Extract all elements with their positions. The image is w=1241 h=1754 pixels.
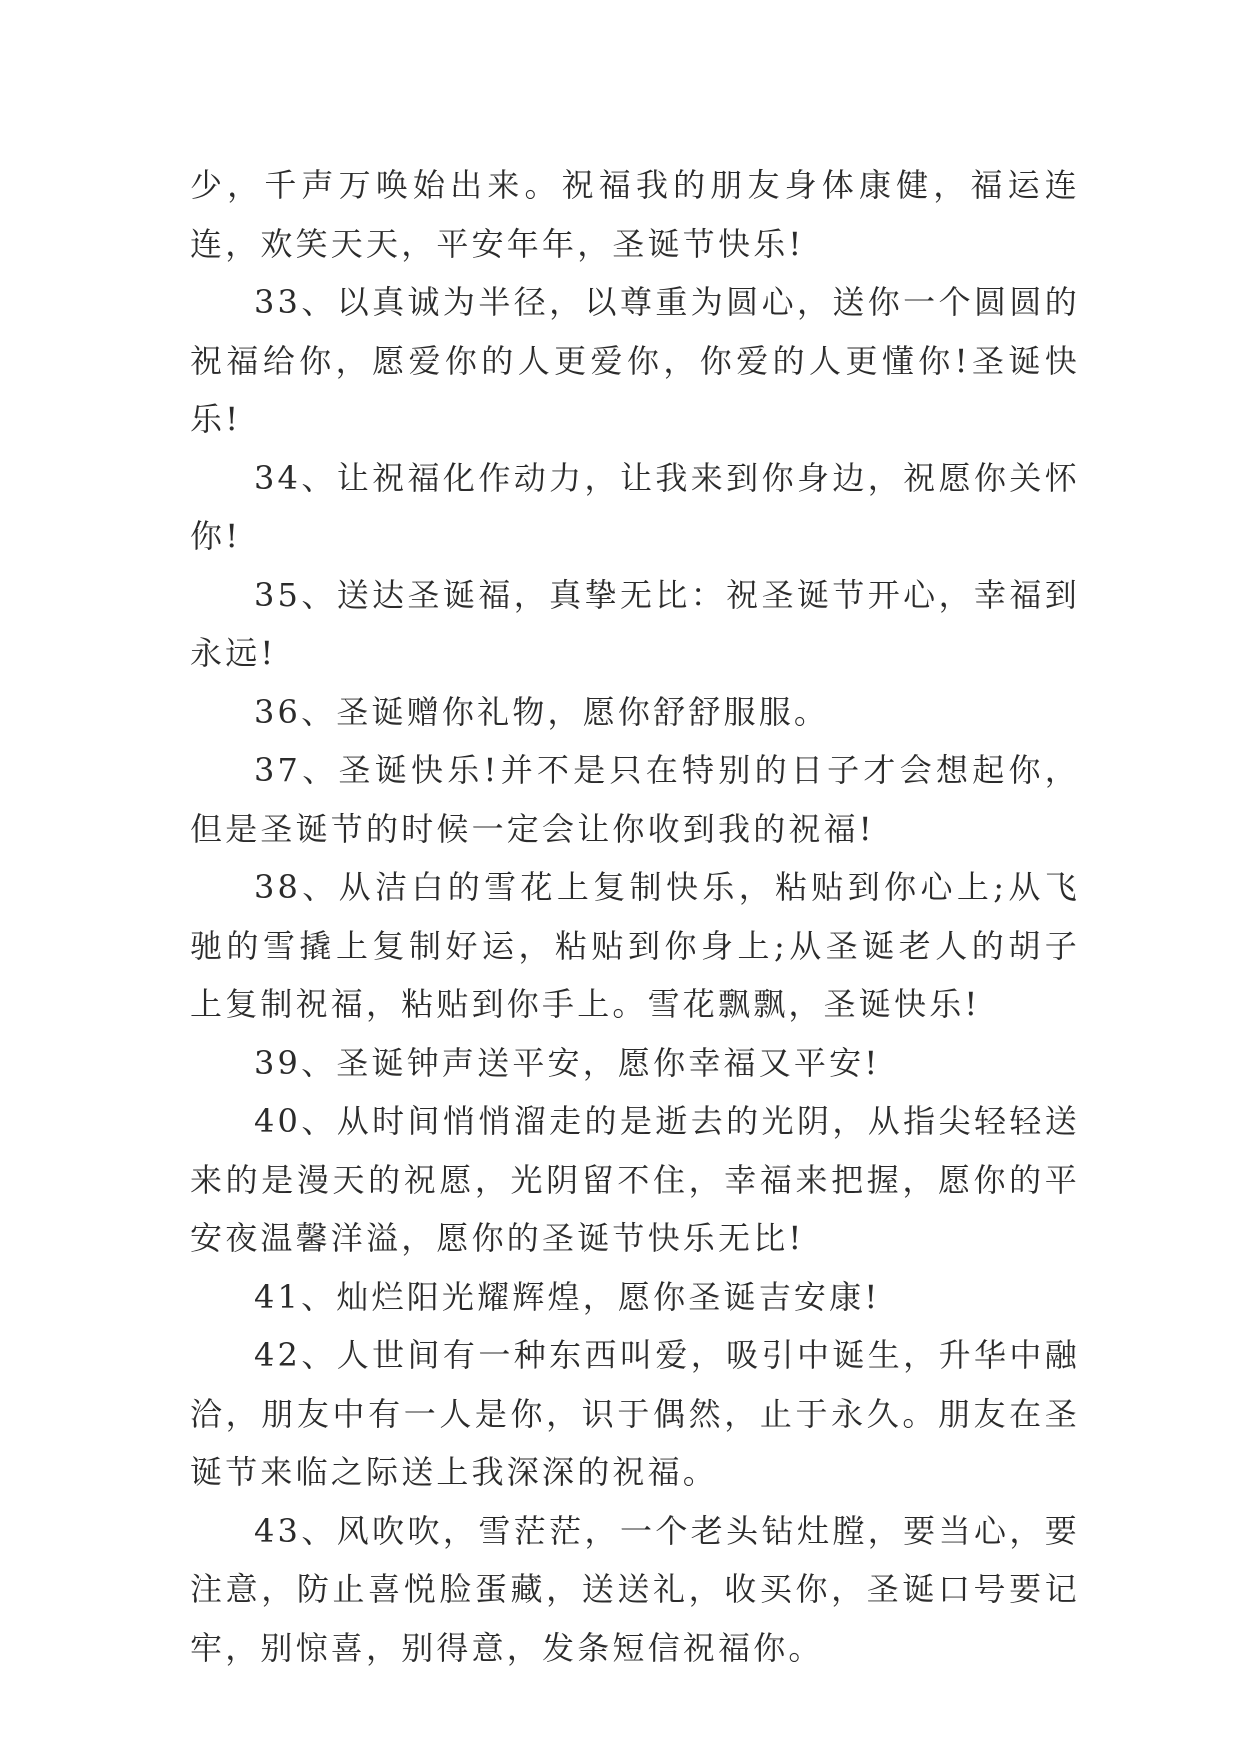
- paragraph-item-36: 36、圣诞赠你礼物，愿你舒舒服服。: [254, 692, 830, 731]
- paragraph-item-35: 35、送达圣诞福，真挚无比：祝圣诞节开心，幸福到永远!: [190, 575, 1080, 672]
- document-body: [190, 156, 1080, 1677]
- paragraph-item-33: 33、以真诚为半径，以尊重为圆心，送你一个圆圆的祝福给你，愿爱你的人更爱你，你爱的人更懂你!圣诞快乐!: [190, 283, 1080, 438]
- paragraph-item-38: 38、从洁白的雪花上复制快乐，粘贴到你心上;从飞驰的雪撬上复制好运，粘贴到你身上;从圣诞老人的胡子上复制祝福，粘贴到你手上。雪花飘飘，圣诞快乐!: [190, 868, 1080, 1023]
- paragraph-item-43: 43、风吹吹，雪茫茫，一个老头钻灶膛，要当心，要注意，防止喜悦脸蛋藏，送送礼，收买你，圣诞口号要记牢，别惊喜，别得意，发条短信祝福你。: [190, 1511, 1080, 1667]
- paragraph-continuation: 少，千声万唤始出来。祝福我的朋友身体康健，福运连连，欢笑天天，平安年年，圣诞节快乐!: [190, 166, 1080, 263]
- paragraph-item-37: 37、圣诞快乐!并不是只在特别的日子才会想起你，但是圣诞节的时候一定会让你收到我的祝福!: [190, 751, 1080, 848]
- paragraph-item-39: 39、圣诞钟声送平安，愿你幸福又平安!: [254, 1043, 881, 1082]
- paragraph-item-41: 41、灿烂阳光耀辉煌，愿你圣诞吉安康!: [254, 1277, 881, 1316]
- paragraph-item-34: 34、让祝福化作动力，让我来到你身边，祝愿你关怀你!: [190, 458, 1080, 555]
- paragraph-item-42: 42、人世间有一种东西叫爱，吸引中诞生，升华中融洽，朋友中有一人是你，识于偶然，止于永久。朋友在圣诞节来临之际送上我深深的祝福。: [190, 1336, 1080, 1491]
- paragraph-item-40: 40、从时间悄悄溜走的是逝去的光阴，从指尖轻轻送来的是漫天的祝愿，光阴留不住，幸福来把握，愿你的平安夜温馨洋溢，愿你的圣诞节快乐无比!: [190, 1102, 1080, 1257]
